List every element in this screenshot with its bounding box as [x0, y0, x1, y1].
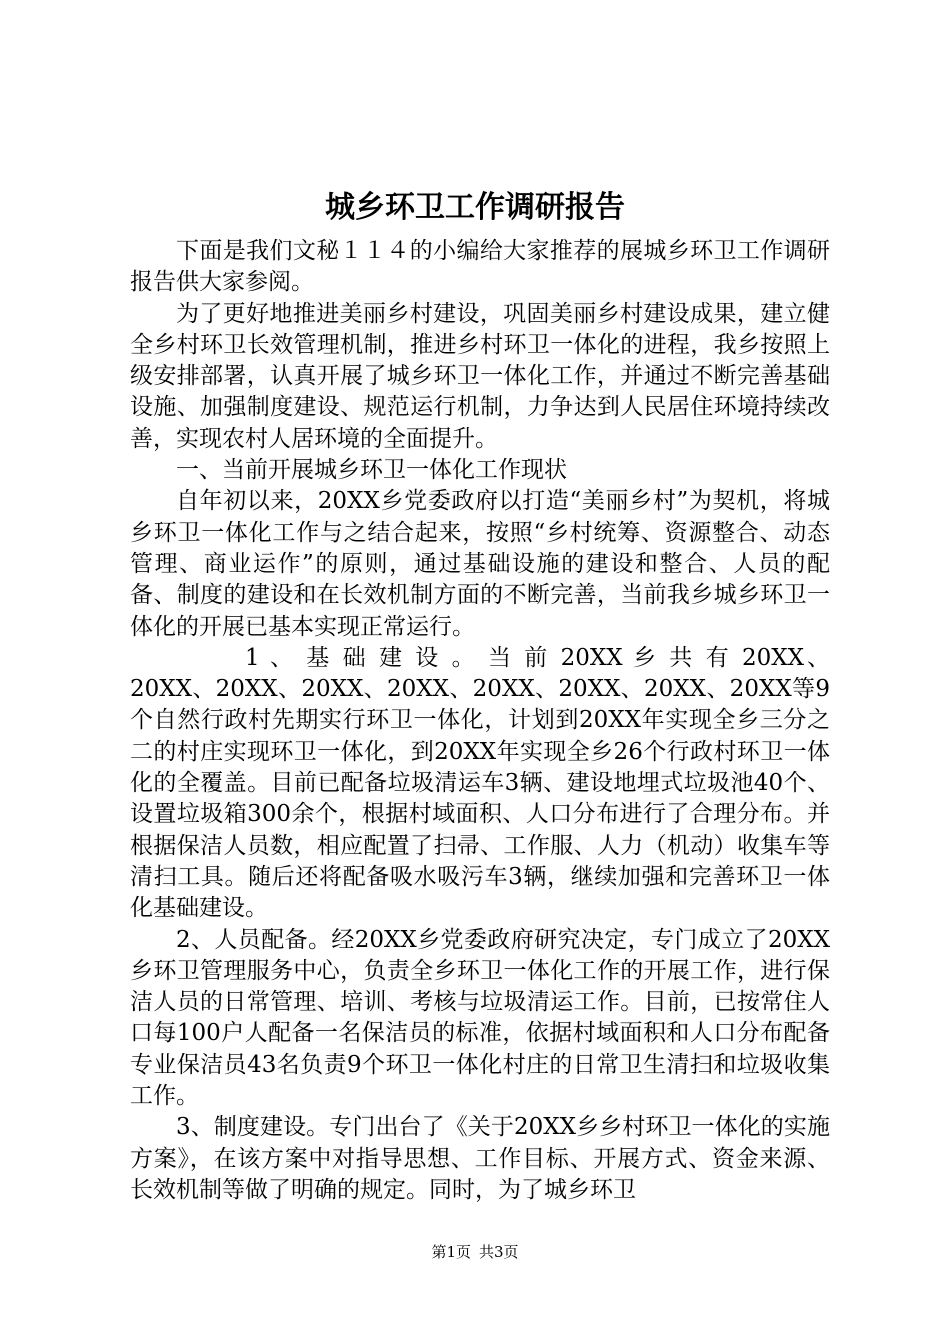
page-total: 共3页: [479, 1243, 519, 1261]
paragraph-status: 自年初以来，20XX乡党委政府以打造“美丽乡村”为契机，将城乡环卫一体化工作与之结合起来，按照“乡村统筹、资源整合、动态管理、商业运作”的原则，通过基础设施的建设和整合、人员的配备、制度的建设和在长效机制方面的不断完善，当前我乡城乡环卫一体化的开展已基本实现正常运行。: [130, 488, 830, 640]
paragraph-infrastructure: 1 、 基 础 建 设 。 当 前 20XX 乡 共 有 20XX、20XX、20XX、20XX、20XX、20XX、20XX、20XX、20XX等9个自然行政村先期实行环卫一体化，计划到20XX年实现全乡三分之二的村庄实现环卫一体化，到20XX年实现全乡26个行政村环卫一体化的全覆盖。目前已配备垃圾清运车3辆、建设地埋式垃圾池40个、设置垃圾箱300余个，根据村域面积、人口分布进行了合理分布。并根据保洁人员数，相应配置了扫帚、工作服、人力（机动）收集车等清扫工具。随后还将配备吸水吸污车3辆，继续加强和完善环卫一体化基础建设。: [130, 644, 830, 922]
paragraph-background: 为了更好地推进美丽乡村建设，巩固美丽乡村建设成果，建立健全乡村环卫长效管理机制，推进乡村环卫一体化的进程，我乡按照上级安排部署，认真开展了城乡环卫一体化工作，并通过不断完善基础设施、加强制度建设、规范运行机制，力争达到人民居住环境持续改善，实现农村人居环境的全面提升。: [130, 300, 830, 452]
page-number: 第1页: [431, 1243, 471, 1261]
paragraph-staffing: 2、人员配备。经20XX乡党委政府研究决定，专门成立了20XX乡环卫管理服务中心，负责全乡环卫一体化工作的开展工作，进行保洁人员的日常管理、培训、考核与垃圾清运工作。目前，已按常住人口每100户人配备一名保洁员的标准，依据村域面积和人口分布配备专业保洁员43名负责9个环卫一体化村庄的日常卫生清扫和垃圾收集工作。: [130, 926, 830, 1110]
document-title: 城乡环卫工作调研报告: [325, 190, 625, 225]
paragraph-intro: 下面是我们文秘１１４的小编给大家推荐的展城乡环卫工作调研报告供大家参阅。: [130, 238, 830, 296]
document-body: [130, 236, 830, 1206]
paragraph-system: 3、制度建设。专门出台了《关于20XX乡乡村环卫一体化的实施方案》，在该方案中对指导思想、工作目标、开展方式、资金来源、长效机制等做了明确的规定。同时，为了城乡环卫: [130, 1114, 830, 1203]
section-heading: 一、当前开展城乡环卫一体化工作现状: [176, 457, 567, 484]
page-footer: [0, 1242, 950, 1262]
